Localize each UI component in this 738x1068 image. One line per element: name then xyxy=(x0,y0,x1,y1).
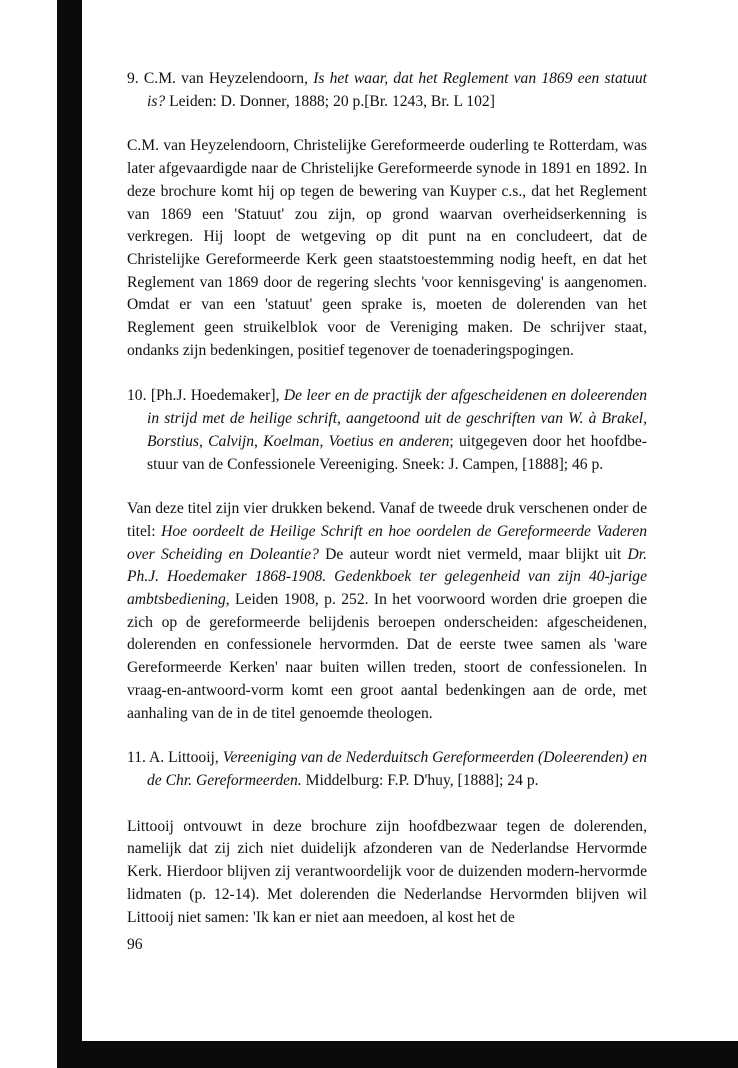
entry-publication: Leiden: D. Donner, 1888; 20 p.[Br. 1243, Br. L 102] xyxy=(165,92,495,110)
entry-author: C.M. van Heyzelendoorn, xyxy=(143,70,314,87)
entry-title: Vereeniging van de Nederduitsch Gereformeerden (Doleerenden) en de Chr. Gereformeerden. xyxy=(147,749,648,789)
paragraph-text: Van deze titel zijn vier drukken bekend. Vanaf de tweede druk verschenen onder de titel: xyxy=(127,500,647,540)
paragraph-text: De auteur wordt niet vermeld, maar blijkt uit xyxy=(318,545,628,563)
entry-number: 11. xyxy=(127,749,149,767)
annotation-paragraph-9: C.M. van Heyzelendoorn, Christelijke Gereformeerde ouderling te Rotterdam, was later afgevaardigde naar de Christelijke Gereformeerde synode in 1891 en 1892. In deze brochure komt hij op tegen de bewering van Kuyper c.s., dat het Reglement van 1869 een 'Statuut' zou zijn, op grond waarvan overheidserkenning is verkregen. Hij loopt de wetgeving op dit punt na en concludeert, dat de Christelijke Gereformeerde Kerk geen staatstoestemming nodig heeft, en dat het Reglement van 1869 door de regering slechts 'voor kennisgeving' is aangenomen. Omdat er van een 'statuut' geen sprake is, moeten de dolerenden van het Reglement geen struikelblok voor de Vereniging maken. De schrijver staat, ondanks zijn bedenkingen, positief tegenover de toenaderingspogingen. xyxy=(127,137,647,359)
entry-number: 9. xyxy=(127,70,144,87)
scan-border-bottom xyxy=(57,1041,738,1068)
annotation-paragraph-10 xyxy=(127,498,647,725)
paragraph-text: , Leiden 1908, p. 252. In het voorwoord worden drie groepen die zich op de gereformeerde belijdenis beroepen onderscheiden: afgescheidenen, dolerenden en confessionele hervormden. Dat de eerste twee samen als 'ware Gereformeerde Kerken' naar buiten willen treden, stoort de confessionelen. In vraag-en-antwoord-vorm komt een groot aantal bedenkingen aan de orde, met aanhaling van de in de titel genoemde theologen. xyxy=(127,591,647,722)
page-body xyxy=(127,68,647,929)
entry-title: De leer en de practijk der afgescheidenen en doleerenden in strijd met de heilige schrift, aangetoond uit de geschriften van W. à Brakel, Borstius, Calvijn, Koelman, Voetius en anderen xyxy=(147,387,648,450)
bibliography-entry-11 xyxy=(127,747,647,792)
entry-number: 10. xyxy=(127,387,151,405)
annotation-paragraph-11: Littooij ontvouwt in deze brochure zijn hoofdbezwaar tegen de dolerenden, namelijk dat zij zich niet duidelijk afzonderen van de Nederlandse Hervormde Kerk. Hierdoor blijven zij verantwoordelijk voor de duizenden modern-hervormde lidmaten (p. 12-14). Met dolerenden die Nederlandse Hervormden blijven wil Littooij niet samen: 'Ik kan er niet aan meedoen, al kost het de xyxy=(127,817,647,926)
entry-author: A. Littooij, xyxy=(149,749,223,767)
scan-border-left xyxy=(57,0,82,1068)
bibliography-entry-10 xyxy=(127,385,647,476)
entry-author: [Ph.J. Hoedemaker], xyxy=(150,387,284,405)
entry-publication: ; uitgegeven door het hoofdbestuur van de Confessionele Vereeniging. Sneek: J. Campen, [1888]; 46 p. xyxy=(147,432,647,473)
entry-publication: Middelburg: F.P. D'huy, [1888]; 24 p. xyxy=(301,771,539,789)
page-number: 96 xyxy=(127,936,143,953)
entry-title: Is het waar, dat het Reglement van 1869 een statuut is? xyxy=(147,70,647,110)
cited-title: Dr. Ph.J. Hoedemaker 1868-1908. Gedenkboek ter gelegenheid van zijn 40-jarige ambtsbediening xyxy=(127,545,647,609)
bibliography-entry-9 xyxy=(127,68,647,113)
cited-title: Hoe oordeelt de Heilige Schrift en hoe oordelen de Gereformeerde Vaderen over Scheiding en Doleantie? xyxy=(127,522,647,563)
